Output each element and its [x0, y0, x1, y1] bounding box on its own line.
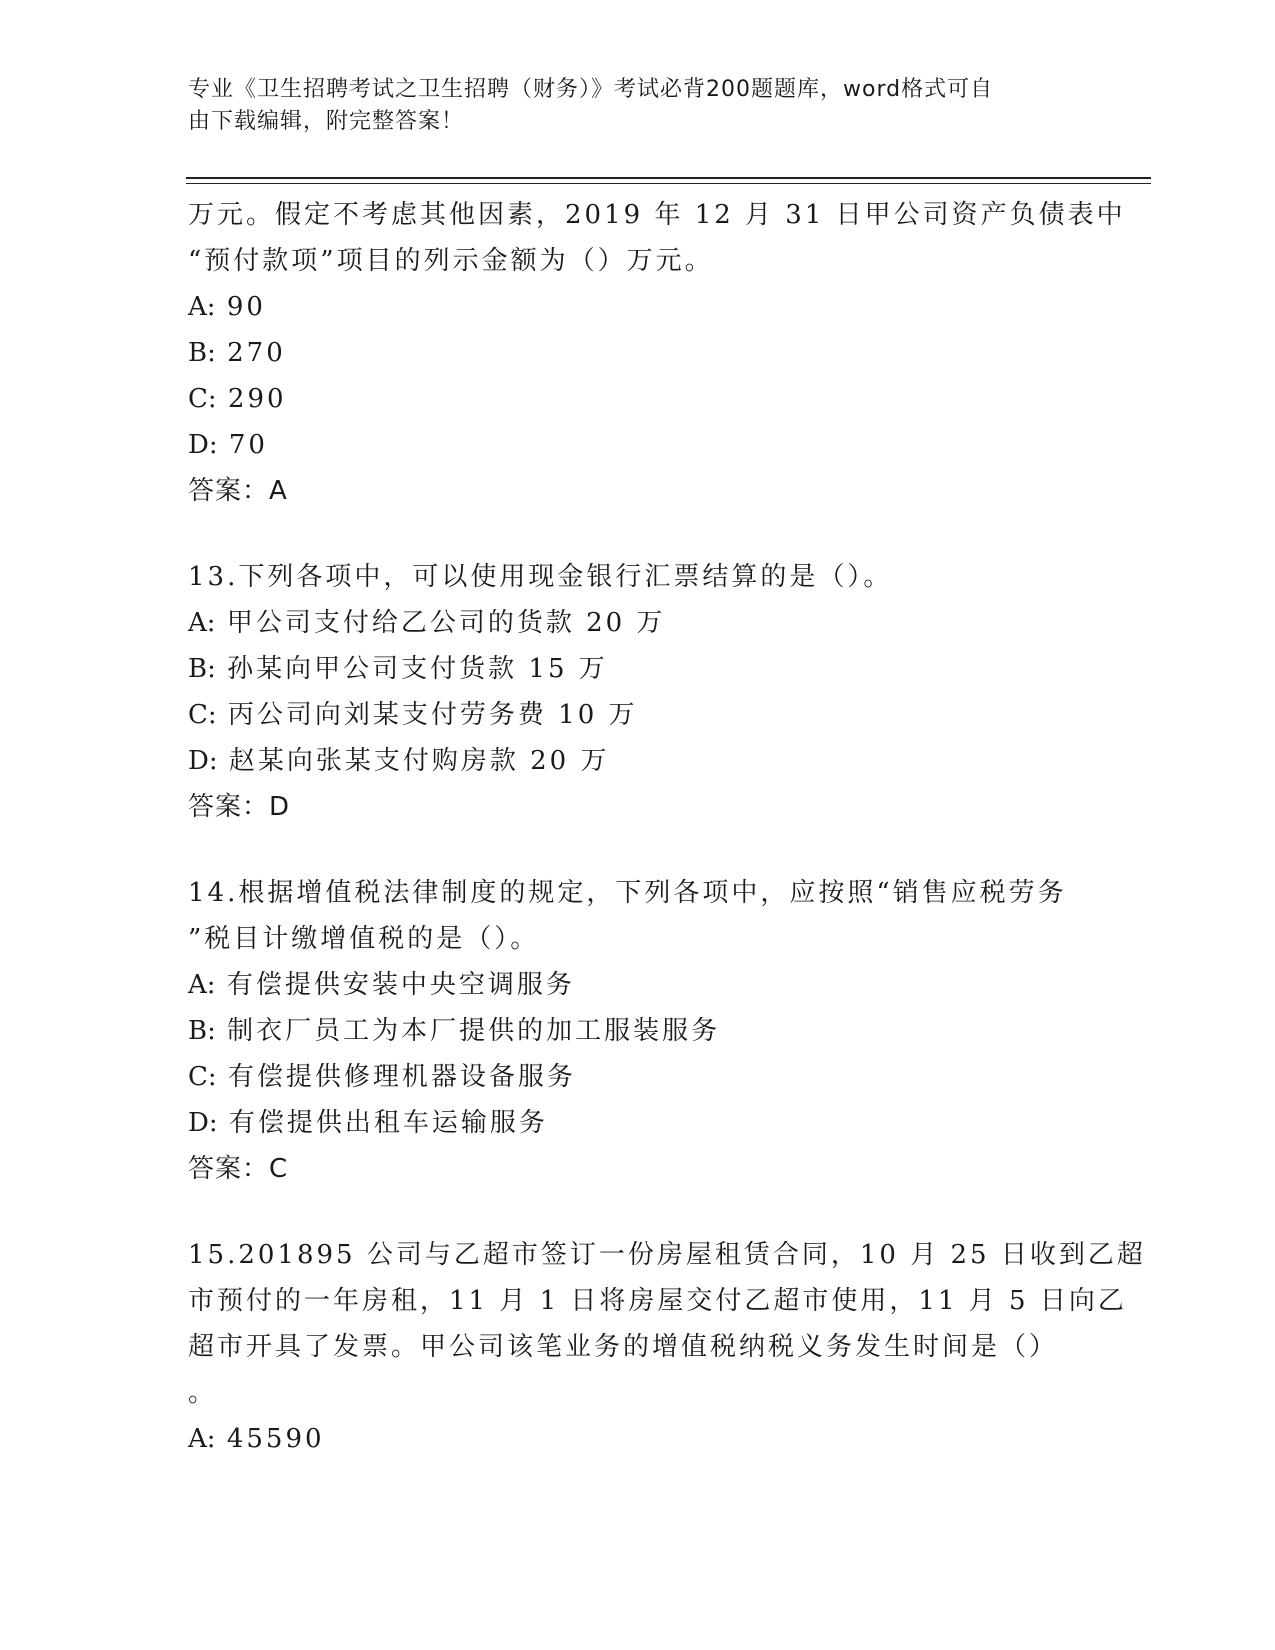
option-key: C: [188, 1062, 217, 1092]
question-text-line: 超市开具了发票。甲公司该笔业务的增值税纳税义务发生时间是（） [188, 1332, 1059, 1362]
option-key: D: [188, 746, 218, 776]
question-13 [188, 554, 1078, 830]
option-key: C: [188, 384, 217, 414]
option-text: 赵某向张某支付购房款 20 万 [228, 746, 610, 776]
option-key: B: [188, 1016, 216, 1046]
page-header [188, 74, 1068, 138]
header-line-2: 由下载编辑，附完整答案！ [188, 109, 465, 134]
answer-line: 答案：C [188, 1154, 289, 1184]
question-text-line: 万元。假定不考虑其他因素，2019 年 12 月 31 日甲公司资产负债表中 [188, 200, 1126, 230]
spacer [188, 514, 1078, 554]
option-key: B: [188, 338, 216, 368]
option-text: 孙某向甲公司支付货款 15 万 [227, 654, 608, 684]
option-d [188, 1100, 1078, 1146]
question-text-line: 。 [188, 1378, 218, 1408]
option-c [188, 1054, 1078, 1100]
option-key: D: [188, 430, 218, 460]
header-divider-thick [186, 177, 1151, 179]
option-text: 70 [228, 430, 268, 460]
question-text-line: ”税目计缴增值税的是（）。 [188, 924, 540, 954]
question-text-line: 15.201895 公司与乙超市签订一份房屋租赁合同，10 月 25 日收到乙超 [188, 1240, 1146, 1270]
option-text: 290 [227, 384, 287, 414]
option-text: 甲公司支付给乙公司的货款 20 万 [226, 608, 666, 638]
question-fragment [188, 192, 1126, 514]
option-text: 有偿提供出租车运输服务 [228, 1108, 548, 1138]
option-key: A: [188, 608, 216, 638]
option-key: C: [188, 700, 217, 730]
question-text-line: “预付款项”项目的列示金额为（）万元。 [188, 246, 714, 276]
option-b [188, 1008, 1078, 1054]
option-key: A: [188, 292, 216, 322]
option-a [188, 284, 1078, 330]
option-a [188, 1416, 1078, 1462]
question-content [188, 192, 1146, 1462]
option-text: 270 [227, 338, 286, 368]
question-text-line: 14.根据增值税法律制度的规定，下列各项中，应按照“销售应税劳务 [188, 878, 1067, 908]
option-text: 90 [226, 292, 266, 322]
spacer [188, 830, 1078, 870]
question-15 [188, 1232, 1146, 1462]
question-14 [188, 870, 1078, 1192]
option-a [188, 962, 1078, 1008]
answer-line: 答案：A [188, 476, 288, 506]
option-key: D: [188, 1108, 218, 1138]
option-a [188, 600, 1078, 646]
answer-line: 答案：D [188, 792, 291, 822]
question-text-line: 13.下列各项中，可以使用现金银行汇票结算的是（）。 [188, 562, 893, 592]
header-divider-thin [186, 183, 1151, 184]
option-b [188, 330, 1078, 376]
header-line-1: 专业《卫生招聘考试之卫生招聘（财务）》考试必背200题题库，word格式可自 [188, 77, 994, 102]
option-text: 有偿提供修理机器设备服务 [227, 1062, 576, 1092]
option-text: 45590 [226, 1424, 325, 1454]
option-d [188, 738, 1078, 784]
option-c [188, 692, 1078, 738]
option-key: B: [188, 654, 216, 684]
question-text-line: 市预付的一年房租，11 月 1 日将房屋交付乙超市使用，11 月 5 日向乙 [188, 1286, 1127, 1316]
option-text: 丙公司向刘某支付劳务费 10 万 [227, 700, 638, 730]
option-text: 有偿提供安装中央空调服务 [226, 970, 575, 1000]
option-text: 制衣厂员工为本厂提供的加工服装服务 [227, 1016, 721, 1046]
option-c [188, 376, 1078, 422]
option-key: A: [188, 1424, 216, 1454]
option-d [188, 422, 1078, 468]
option-key: A: [188, 970, 216, 1000]
option-b [188, 646, 1078, 692]
spacer [188, 1192, 1078, 1232]
